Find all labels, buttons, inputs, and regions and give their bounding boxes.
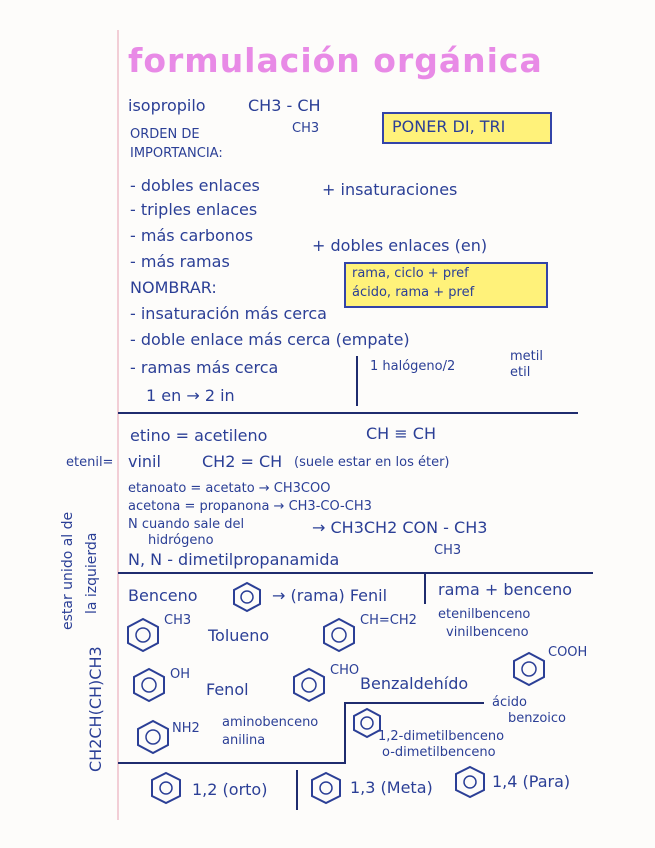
nombrar-metil: metil bbox=[510, 349, 543, 364]
vinil-formula: CH2 = CH bbox=[202, 452, 283, 471]
benzene-ring-icon bbox=[232, 582, 262, 612]
amide-formula: → CH3CH2 CON - CH3 bbox=[312, 518, 488, 537]
orto-ring-icon bbox=[150, 772, 182, 804]
benceno-divider bbox=[424, 574, 426, 604]
carbonos-note: + dobles enlaces (en) bbox=[312, 236, 488, 255]
benceno-label: Benceno bbox=[128, 586, 198, 605]
poner-text: PONER DI, TRI bbox=[392, 117, 506, 136]
nombrar-l4: 1 en → 2 in bbox=[146, 386, 235, 405]
dimetil-label-1: 1,2-dimetilbenceno bbox=[378, 729, 505, 744]
toluene-ring-icon bbox=[126, 618, 160, 652]
vinil-label: vinil bbox=[128, 452, 161, 471]
nombrar-side: 1 halógeno/2 bbox=[370, 359, 456, 374]
section-divider-1 bbox=[118, 412, 578, 414]
amide-formula-sub: CH3 bbox=[434, 543, 462, 558]
orden-line2: IMPORTANCIA: bbox=[130, 146, 223, 161]
ester-line4: hidrógeno bbox=[148, 533, 214, 548]
aniline-nh2: NH2 bbox=[172, 721, 200, 736]
nombrar-l3: - ramas más cerca bbox=[130, 358, 279, 377]
etino-line: etino = acetileno bbox=[130, 426, 268, 445]
carbonos-line: - más carbonos bbox=[130, 226, 254, 245]
styrene-ch-ch2: CH=CH2 bbox=[360, 613, 417, 628]
rama-box-line2: ácido, rama + pref bbox=[352, 285, 475, 300]
xylene-divider-v bbox=[344, 702, 346, 762]
nombrar-divider bbox=[356, 356, 358, 406]
page-title: formulación orgánica bbox=[128, 41, 543, 80]
insaturaciones-note: + insaturaciones bbox=[322, 180, 458, 199]
etenilbenceno-label: etenilbenceno bbox=[438, 607, 531, 622]
meta-ring-icon bbox=[310, 772, 342, 804]
dobles-line: - dobles enlaces bbox=[130, 176, 260, 195]
acido-label-2: benzoico bbox=[508, 711, 566, 726]
orden-line1: ORDEN DE bbox=[130, 127, 200, 142]
ramas-line: - más ramas bbox=[130, 252, 230, 271]
etenil-label: etenil= bbox=[66, 455, 114, 470]
rama-benceno: rama + benceno bbox=[438, 580, 573, 599]
xylene-divider-top bbox=[344, 702, 484, 704]
benzaldehyde-cho: CHO bbox=[330, 663, 360, 678]
nombrar-etil: etil bbox=[510, 365, 531, 380]
isopropilo-formula-sub: CH3 bbox=[292, 121, 320, 136]
ester-line3: N cuando sale del bbox=[128, 517, 245, 532]
benzoic-cooh: COOH bbox=[548, 645, 588, 660]
nombrar-l1: - insaturación más cerca bbox=[130, 304, 327, 323]
orto-label: 1,2 (orto) bbox=[192, 780, 268, 799]
side-note-line2: la izquierda bbox=[84, 532, 100, 614]
section-divider-2 bbox=[118, 572, 593, 574]
ester-line2: acetona = propanona → CH3-CO-CH3 bbox=[128, 499, 372, 514]
acido-label-1: ácido bbox=[492, 695, 527, 710]
side-note-formula: CH2CH(CH)CH3 bbox=[86, 646, 105, 772]
margin-line bbox=[117, 30, 119, 820]
dimetil-label-2: o-dimetilbenceno bbox=[382, 745, 496, 760]
nombrar-title: NOMBRAR: bbox=[130, 278, 217, 297]
triples-line: - triples enlaces bbox=[130, 200, 258, 219]
tolueno-label: Tolueno bbox=[208, 626, 270, 645]
isopropilo-formula: CH3 - CH bbox=[248, 96, 321, 115]
fenol-label: Fenol bbox=[206, 680, 249, 699]
tolueno-ch3: CH3 bbox=[164, 613, 192, 628]
nombrar-l2: - doble enlace más cerca (empate) bbox=[130, 330, 410, 349]
xylene-divider-h bbox=[118, 762, 346, 764]
phenol-ring-icon bbox=[132, 668, 166, 702]
benzoic-ring-icon bbox=[512, 652, 546, 686]
styrene-ring-icon bbox=[322, 618, 356, 652]
aminobenceno-label: aminobenceno bbox=[222, 715, 319, 730]
para-label: 1,4 (Para) bbox=[492, 772, 571, 791]
ester-line5: N, N - dimetilpropanamida bbox=[128, 550, 340, 569]
rama-box-line1: rama, ciclo + pref bbox=[352, 266, 469, 281]
aniline-ring-icon bbox=[136, 720, 170, 754]
anilina-label: anilina bbox=[222, 733, 266, 748]
para-ring-icon bbox=[454, 766, 486, 798]
vinilbenceno-label: vinilbenceno bbox=[446, 625, 529, 640]
fenil-arrow: → (rama) Fenil bbox=[272, 586, 388, 605]
isopropilo-label: isopropilo bbox=[128, 96, 206, 115]
meta-label: 1,3 (Meta) bbox=[350, 778, 433, 797]
etino-formula: CH ≡ CH bbox=[366, 424, 436, 443]
phenol-oh: OH bbox=[170, 667, 191, 682]
vinil-note: (suele estar en los éter) bbox=[294, 455, 450, 470]
benzaldehido-label: Benzaldehído bbox=[360, 674, 469, 693]
benzaldehyde-ring-icon bbox=[292, 668, 326, 702]
side-note-line1: estar unido al de bbox=[60, 511, 76, 630]
ester-line1: etanoato = acetato → CH3COO bbox=[128, 481, 331, 496]
orto-divider bbox=[296, 770, 298, 810]
